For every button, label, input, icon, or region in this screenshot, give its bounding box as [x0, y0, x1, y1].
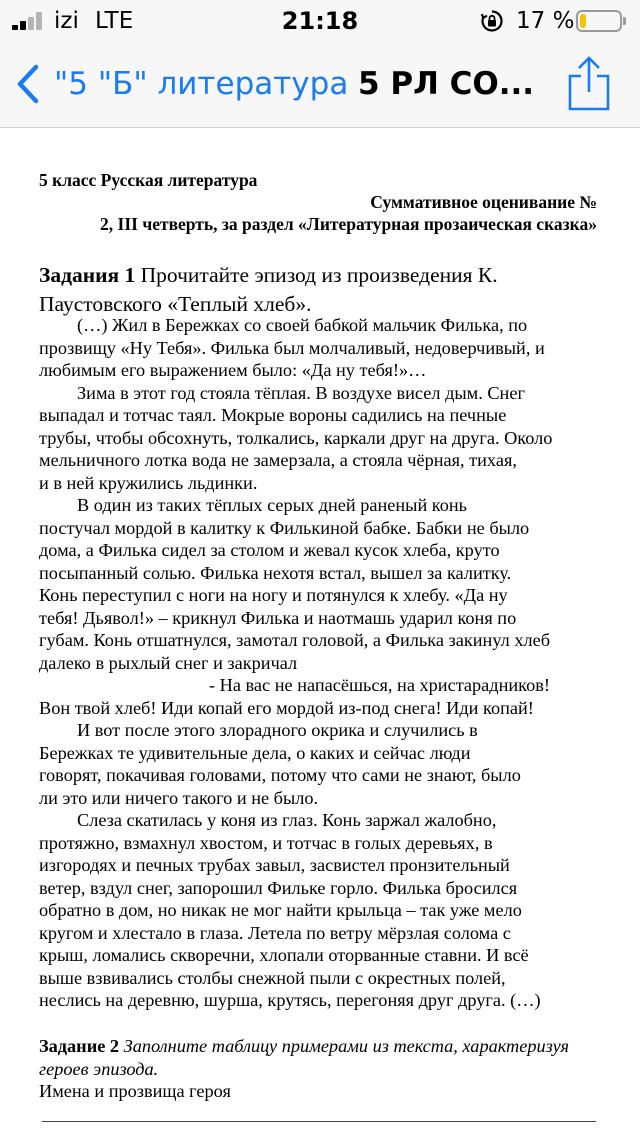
text-line: протяжно, взмахнул хвостом, и тотчас в голых деревьях, в — [39, 832, 493, 853]
text-line: выпадал и тотчас таял. Мокрые вороны садились на печные — [39, 405, 507, 425]
orientation-lock-icon — [480, 9, 504, 33]
battery-level-fill — [580, 14, 586, 28]
text-line: Конь переступил с ноги на ногу и потянулся к хлебу. «Да ну — [39, 585, 508, 605]
text-line: ли это или ничего такого и не было. — [39, 787, 319, 808]
text-line: крыш, ломались скворечни, хлопали оторванные ставни. И всё — [39, 945, 529, 965]
text-line: далеко в рыхлый снег и закричал — [39, 652, 298, 673]
text-line: тебя! Дьявол!» – крикнул Филька и наотмашь ударил коня по — [39, 607, 517, 628]
text-line: ветер, вздул снег, запорошил Фильке горло. Филька бросился — [39, 877, 518, 898]
table-border-line — [42, 1121, 596, 1122]
text-line: Вон твой хлеб! Иди копай его мордой из-под снега! Иди копай! — [39, 697, 534, 718]
task2-label: Задание 2 — [39, 1036, 120, 1056]
task1-instruction: Прочитайте эпизод из произведения К. Паустовского «Теплый хлеб». — [39, 263, 498, 316]
text-line: трубы, чтобы обсохнуть, толкались, каркали друг на друга. Около — [39, 427, 553, 448]
text-line: Слеза скатилась у коня из глаз. Конь заржал жалобно, — [77, 810, 497, 830]
document-title: 5 РЛ СО... — [358, 66, 535, 102]
text-line: и в ней кружились льдинки. — [39, 472, 258, 493]
share-icon[interactable] — [566, 56, 612, 112]
text-line: Зима в этот год стояла тёплая. В воздухе висел дым. Снег — [77, 382, 525, 403]
document-page[interactable] — [0, 129, 640, 1136]
document-header-section: 2, III четверть, за раздел «Литературная прозаическая сказка» — [100, 214, 597, 234]
task2-heading — [39, 1035, 609, 1081]
table-row-label: Имена и прозвища героя — [39, 1081, 231, 1101]
text-line: (…) Жил в Бережках со своей бабкой мальчик Филька, по — [77, 315, 528, 335]
text-line: - На вас не напасёшься, на христарадников! — [209, 675, 550, 695]
text-line: посыпанный солью. Филька нехотя встал, вышел за калитку. — [39, 562, 512, 583]
battery-percent: 17 % — [516, 8, 575, 34]
document-header-assessment: Суммативное оценивание № — [370, 192, 597, 212]
text-line: прозвищу «Ну Тебя». Филька был молчаливый, недоверчивый, и — [39, 337, 545, 358]
task1-heading — [39, 261, 609, 319]
chevron-left-icon — [14, 64, 42, 104]
text-line: кругом и хлестало в глаза. Летела по ветру мёрзлая солома с — [39, 922, 511, 943]
text-line: И вот после этого злорадного окрика и случились в — [77, 720, 478, 740]
text-line: В один из таких тёплых серых дней раненый конь — [77, 495, 468, 515]
task1-label: Задания 1 — [39, 263, 136, 287]
navigation-bar — [0, 40, 640, 128]
carrier-name: izi — [54, 8, 79, 34]
text-line: говорят, покачивая головами, потому что сами не знают, было — [39, 765, 521, 785]
text-line: любимым его выражением было: «Да ну тебя!»… — [39, 360, 427, 380]
text-line: губам. Конь отшатнулся, замотал головой, а Филька закинул хлеб — [39, 630, 551, 650]
text-line: неслись на деревню, шурша, крутясь, перегоняя друг друга. (…) — [39, 990, 541, 1010]
text-line: Бережках те удивительные дела, о каких и сейчас люди — [39, 742, 471, 763]
text-line: дома, а Филька сидел за столом и жевал кусок хлеба, круто — [39, 540, 500, 560]
task2-instruction: Заполните таблицу примерами из текста, характеризуя героев эпизода. — [39, 1036, 569, 1079]
back-button[interactable] — [14, 60, 348, 108]
status-bar — [0, 0, 640, 40]
document-header-subject: 5 класс Русская литература — [39, 170, 258, 190]
text-line: обратно в дом, но никак не мог найти крыльца – так уже мело — [39, 900, 522, 920]
text-line: выше взвивались столбы снежной пыли с окрестных полей, — [39, 967, 506, 988]
text-line: постучал мордой в калитку к Филькиной бабке. Бабки не было — [39, 517, 530, 538]
battery-icon — [576, 10, 622, 32]
status-time: 21:18 — [281, 7, 359, 35]
network-type: LTE — [95, 8, 134, 34]
text-line: изгородях и печных трубах завыл, засвистел пронзительный — [39, 855, 510, 875]
text-line: мельничного лотка вода не замерзала, а стояла чёрная, тихая, — [39, 450, 517, 470]
back-label[interactable]: "5 "Б" литература — [54, 66, 349, 102]
